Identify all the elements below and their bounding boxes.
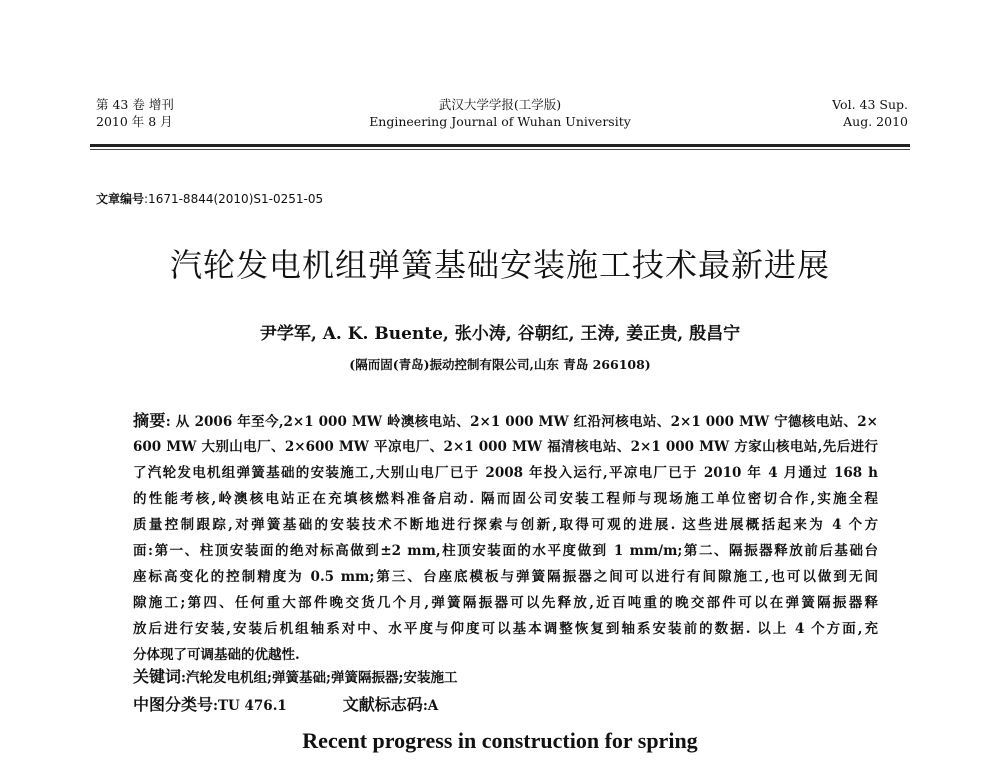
affiliation: (隔而固(青岛)振动控制有限公司,山东 青岛 266108): [349, 357, 651, 372]
article-number-label: 文章编号: [96, 192, 145, 206]
abstract-line: 隙施工;第四、任何重大部件晚交货几个月,弹簧隔振器可以先释放,近百吨重的晚交部件可以在弹簧隔振器释: [133, 595, 878, 611]
classification: [133, 692, 438, 715]
abstract-label: 摘要: [133, 411, 166, 430]
volume-text: 第 43 卷 增刊: [96, 97, 174, 112]
date-text: 2010 年 8 月: [96, 114, 173, 129]
keywords: [133, 664, 457, 687]
journal-volume-en: [832, 96, 908, 130]
date-en: Aug. 2010: [843, 114, 908, 129]
clc-label: 中图分类号: [133, 695, 214, 714]
doc-code-label: 文献标志码: [342, 695, 423, 714]
article-number-value: :1671-8844(2010)S1-0251-05: [144, 192, 324, 206]
abstract-line: 质量控制跟踪,对弹簧基础的安装技术不断地进行探索与创新,取得可观的进展. 这些进展概括起来为 4 个方: [133, 517, 878, 533]
abstract-line: 面:第一、柱顶安装面的绝对标高做到±2 mm,柱顶安装面的水平度做到 1 mm/m;第二、隔振器释放前后基础台: [133, 543, 878, 559]
clc-value: :TU 476.1: [213, 698, 287, 714]
doc-code-value: :A: [422, 698, 439, 714]
header-rule: [90, 144, 910, 147]
article-number: [96, 190, 323, 207]
abstract-line: 座标高变化的控制精度为 0.5 mm;第三、台座底模板与弹簧隔振器之间可以进行有间隙施工,也可以做到无间: [133, 569, 878, 585]
keywords-value: :汽轮发电机组;弹簧基础;弹簧隔振器;安装施工: [181, 670, 458, 686]
volume-en: Vol. 43 Sup.: [832, 97, 908, 112]
abstract: [133, 410, 878, 670]
abstract-line: 放后进行安装,安装后机组轴系对中、水平度与仰度可以基本调整恢复到轴系安装前的数据. 以上 4 个方面,充: [133, 621, 878, 637]
abstract-line: 的性能考核,岭澳核电站正在充填核燃料准备启动. 隔而固公司安装工程师与现场施工单位密切合作,实施全程: [133, 491, 878, 507]
english-title: Recent progress in construction for spring: [302, 728, 698, 753]
journal-name-en: Engineering Journal of Wuhan University: [369, 114, 631, 129]
abstract-line: 分体现了可调基础的优越性.: [133, 647, 300, 663]
authors: 尹学军, A. K. Buente, 张小涛, 谷朝红, 王涛, 姜正贵, 殷昌宁: [259, 324, 741, 344]
keywords-label: 关键词: [133, 667, 182, 686]
header-rule-thin: [90, 149, 910, 150]
abstract-line: 了汽轮发电机组弹簧基础的安装施工,大别山电厂已于 2008 年投入运行,平凉电厂已于 2010 年 4 月通过 168 h: [133, 465, 878, 481]
paper-title: 汽轮发电机组弹簧基础安装施工技术最新进展: [169, 246, 830, 284]
abstract-line: 600 MW 大别山电厂、2×600 MW 平凉电厂、2×1 000 MW 福清核电站、2×1 000 MW 方家山核电站,先后进行: [133, 439, 878, 455]
abstract-line: : 从 2006 年至今,2×1 000 MW 岭澳核电站、2×1 000 MW 红沿河核电站、2×1 000 MW 宁德核电站、2×: [165, 414, 878, 430]
journal-name-cn: 武汉大学学报(工学版): [438, 97, 562, 112]
